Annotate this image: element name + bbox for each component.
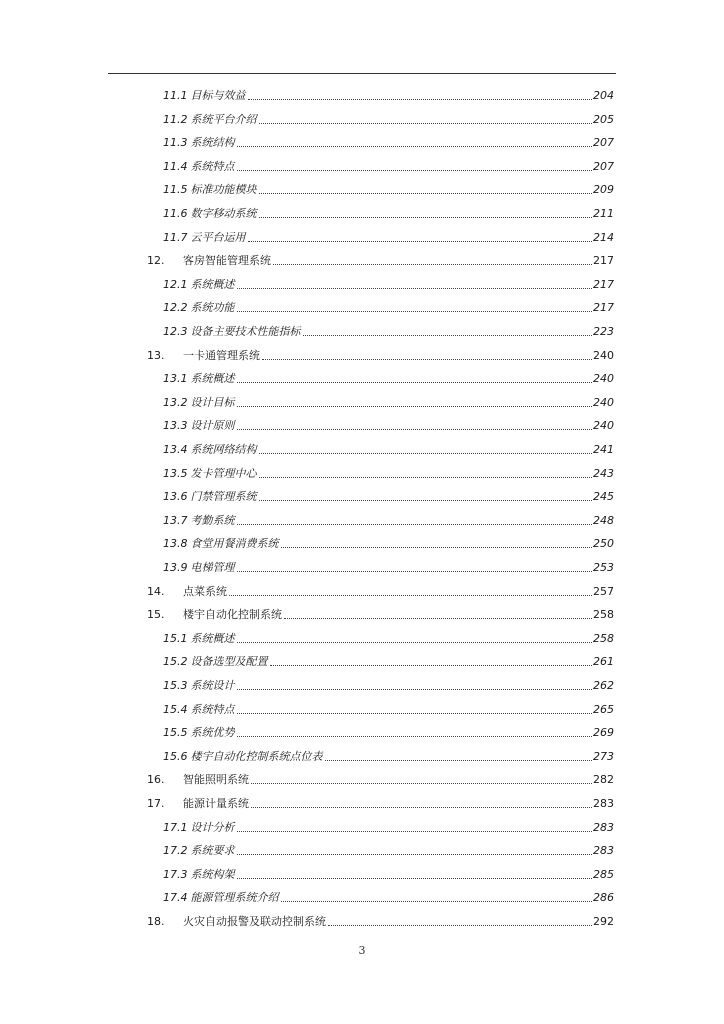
- toc-entry-line: [147, 915, 614, 929]
- toc-entry-number: 13.3: [163, 419, 188, 433]
- toc-entry-title: 客房智能管理系统: [183, 254, 271, 268]
- toc-entry-title: 火灾自动报警及联动控制系统: [183, 915, 326, 928]
- toc-leader-dots: [259, 123, 593, 124]
- toc-entry-number: 17.3: [163, 867, 188, 881]
- toc-entry-title: 系统要求: [190, 844, 235, 858]
- toc-chapter-entry[interactable]: [0, 579, 724, 599]
- toc-entry-title: 设计目标: [190, 395, 235, 409]
- toc-entry-title: 系统特点: [190, 702, 235, 716]
- toc-section-entry[interactable]: [0, 201, 724, 221]
- toc-section-entry[interactable]: [0, 649, 724, 669]
- toc-leader-dots: [237, 689, 593, 690]
- toc-entry-line: [163, 183, 614, 197]
- toc-leader-dots: [237, 170, 593, 171]
- toc-section-entry[interactable]: [0, 390, 724, 410]
- toc-entry-number: 17.4: [163, 891, 188, 905]
- toc-entry-number: 13.4: [163, 443, 188, 456]
- toc-entry-number: 11.3: [163, 136, 188, 150]
- toc-section-entry[interactable]: [0, 413, 724, 433]
- toc-section-entry[interactable]: [0, 461, 724, 481]
- toc-entry-line: [163, 632, 614, 646]
- toc-section-entry[interactable]: [0, 720, 724, 740]
- toc-leader-dots: [259, 217, 593, 218]
- toc-entry-number: 16.: [147, 773, 165, 787]
- toc-section-entry[interactable]: [0, 885, 724, 905]
- toc-entry-line: [147, 349, 614, 363]
- toc-entry-line: [163, 561, 614, 575]
- toc-leader-dots: [248, 99, 593, 100]
- toc-entry-title: 门禁管理系统: [190, 490, 257, 504]
- toc-entry-page: 285: [593, 867, 614, 881]
- toc-entry-line: [147, 773, 614, 787]
- toc-section-entry[interactable]: [0, 107, 724, 127]
- toc-entry-page: 241: [593, 443, 614, 456]
- toc-leader-dots: [284, 618, 592, 619]
- toc-section-entry[interactable]: [0, 697, 724, 717]
- toc-entry-title: 目标与效益: [190, 89, 246, 102]
- toc-entry-page: 211: [593, 207, 614, 220]
- toc-entry-line: [147, 608, 614, 622]
- toc-chapter-entry[interactable]: [0, 602, 724, 622]
- toc-entry-number: 15.1: [163, 631, 188, 645]
- toc-leader-dots: [273, 264, 592, 265]
- toc-entry-line: [163, 655, 614, 669]
- toc-chapter-entry[interactable]: [0, 248, 724, 268]
- toc-entry-number: 15.2: [163, 655, 188, 669]
- toc-chapter-entry[interactable]: [0, 791, 724, 811]
- toc-entry-number: 13.: [147, 348, 165, 362]
- toc-entry-page: 205: [593, 112, 614, 126]
- toc-leader-dots: [281, 547, 593, 548]
- toc-leader-dots: [237, 406, 593, 407]
- toc-section-entry[interactable]: [0, 531, 724, 551]
- toc-section-entry[interactable]: [0, 295, 724, 315]
- toc-entry-number: 13.1: [163, 372, 188, 386]
- toc-entry-number: 13.7: [163, 513, 188, 527]
- toc-entry-page: 209: [593, 183, 614, 197]
- toc-entry-line: [163, 868, 614, 882]
- toc-entry-number: 15.3: [163, 679, 188, 692]
- toc-entry-page: 207: [593, 159, 614, 173]
- toc-entry-page: 248: [593, 513, 614, 527]
- toc-entry-page: 269: [593, 726, 614, 740]
- toc-entry-line: [163, 301, 614, 315]
- toc-section-entry[interactable]: [0, 225, 724, 245]
- toc-entry-title: 考勤系统: [190, 513, 235, 527]
- toc-entry-title: 设备选型及配置: [190, 655, 268, 669]
- toc-leader-dots: [237, 831, 593, 832]
- toc-entry-line: [163, 891, 614, 905]
- toc-entry-title: 系统特点: [190, 159, 235, 173]
- toc-leader-dots: [251, 807, 592, 808]
- toc-entry-page: 283: [593, 820, 614, 834]
- toc-entry-title: 系统结构: [190, 136, 235, 150]
- toc-leader-dots: [262, 359, 592, 360]
- toc-entry-line: [163, 231, 614, 245]
- toc-entry-line: [163, 537, 614, 551]
- toc-leader-dots: [237, 571, 593, 572]
- toc-entry-number: 12.3: [163, 325, 188, 338]
- toc-entry-line: [163, 679, 614, 693]
- toc-entry-title: 系统概述: [190, 631, 235, 645]
- toc-entry-line: [163, 396, 614, 410]
- toc-chapter-entry[interactable]: [0, 343, 724, 363]
- toc-entry-page: 223: [593, 325, 614, 338]
- toc-entry-number: 13.9: [163, 561, 188, 574]
- toc-entry-page: 240: [593, 348, 614, 362]
- toc-entry-title: 智能照明系统: [183, 773, 249, 787]
- toc-entry-title: 云平台运用: [190, 230, 246, 244]
- toc-entry-number: 13.5: [163, 466, 188, 480]
- toc-section-entry[interactable]: [0, 555, 724, 575]
- toc-entry-page: 217: [593, 301, 614, 315]
- toc-entry-number: 11.4: [163, 159, 188, 173]
- toc-entry-line: [163, 514, 614, 528]
- toc-entry-line: [163, 750, 614, 764]
- toc-entry-page: 282: [593, 773, 614, 787]
- toc-leader-dots: [237, 713, 593, 714]
- toc-entry-page: 257: [593, 584, 614, 598]
- toc-entry-line: [163, 136, 614, 150]
- toc-entry-page: 214: [593, 230, 614, 244]
- toc-entry-title: 系统网络结构: [190, 443, 257, 456]
- toc-leader-dots: [325, 760, 593, 761]
- toc-entry-title: 系统设计: [190, 679, 235, 692]
- toc-leader-dots: [237, 736, 593, 737]
- toc-section-entry[interactable]: [0, 484, 724, 504]
- toc-entry-line: [163, 89, 614, 103]
- toc-entry-title: 数字移动系统: [190, 207, 257, 220]
- toc-entry-number: 11.6: [163, 207, 188, 220]
- toc-entry-title: 标准功能模块: [190, 183, 257, 197]
- toc-entry-title: 设备主要技术性能指标: [190, 325, 301, 338]
- toc-entry-title: 发卡管理中心: [190, 466, 257, 480]
- toc-entry-number: 17.2: [163, 844, 188, 858]
- toc-entry-page: 292: [593, 915, 614, 928]
- page-number: 3: [358, 944, 366, 957]
- toc-entry-line: [163, 821, 614, 835]
- header-rule: [108, 73, 616, 74]
- toc-entry-line: [163, 443, 614, 457]
- toc-entry-page: 240: [593, 395, 614, 409]
- toc-section-entry[interactable]: [0, 177, 724, 197]
- toc-entry-number: 17.: [147, 797, 165, 810]
- toc-section-entry[interactable]: [0, 862, 724, 882]
- toc-entry-line: [163, 372, 614, 386]
- toc-entry-number: 13.6: [163, 490, 188, 504]
- toc-entry-page: 217: [593, 277, 614, 291]
- toc-entry-title: 系统概述: [190, 277, 235, 291]
- toc-section-entry[interactable]: [0, 815, 724, 835]
- toc-entry-line: [163, 419, 614, 433]
- toc-entry-page: 243: [593, 466, 614, 480]
- toc-entry-number: 15.5: [163, 726, 188, 740]
- toc-entry-title: 能源计量系统: [183, 797, 249, 810]
- toc-entry-line: [163, 726, 614, 740]
- toc-entry-number: 11.5: [163, 183, 188, 197]
- toc-entry-title: 一卡通管理系统: [183, 348, 260, 362]
- toc-entry-number: 11.1: [163, 89, 188, 102]
- toc-entry-line: [163, 160, 614, 174]
- toc-leader-dots: [237, 642, 593, 643]
- toc-leader-dots: [259, 453, 593, 454]
- toc-entry-line: [147, 254, 614, 268]
- toc-entry-page: 286: [593, 891, 614, 905]
- toc-leader-dots: [303, 335, 593, 336]
- toc-leader-dots: [237, 854, 593, 855]
- toc-section-entry[interactable]: [0, 130, 724, 150]
- toc-entry-page: 217: [593, 254, 614, 268]
- toc-entry-page: 253: [593, 561, 614, 574]
- toc-section-entry[interactable]: [0, 319, 724, 339]
- toc-section-entry[interactable]: [0, 272, 724, 292]
- toc-leader-dots: [248, 241, 593, 242]
- toc-leader-dots: [328, 925, 592, 926]
- toc-section-entry[interactable]: [0, 508, 724, 528]
- toc-entry-page: 258: [593, 608, 614, 622]
- toc-entry-title: 食堂用餐消费系统: [190, 537, 279, 551]
- toc-chapter-entry[interactable]: [0, 909, 724, 929]
- toc-entry-number: 15.4: [163, 702, 188, 716]
- toc-entry-title: 楼宇自动化控制系统: [183, 608, 282, 622]
- toc-entry-page: 273: [593, 749, 614, 763]
- toc-section-entry[interactable]: [0, 154, 724, 174]
- toc-leader-dots: [237, 524, 593, 525]
- toc-entry-line: [163, 844, 614, 858]
- toc-section-entry[interactable]: [0, 673, 724, 693]
- toc-entry-number: 12.2: [163, 301, 188, 315]
- toc-leader-dots: [237, 429, 593, 430]
- toc-entry-line: [147, 797, 614, 811]
- toc-entry-number: 15.: [147, 608, 165, 622]
- toc-entry-number: 17.1: [163, 820, 188, 834]
- toc-entry-title: 点菜系统: [183, 584, 227, 598]
- toc-entry-number: 18.: [147, 915, 165, 928]
- toc-leader-dots: [281, 901, 593, 902]
- toc-leader-dots: [237, 288, 593, 289]
- toc-entry-line: [163, 325, 614, 339]
- toc-entry-number: 11.2: [163, 112, 188, 126]
- toc-leader-dots: [237, 146, 593, 147]
- toc-entry-number: 15.6: [163, 749, 188, 763]
- toc-leader-dots: [259, 477, 593, 478]
- toc-entry-line: [163, 467, 614, 481]
- toc-section-entry[interactable]: [0, 626, 724, 646]
- toc-entry-page: 262: [593, 679, 614, 692]
- toc-entry-line: [163, 113, 614, 127]
- toc-entry-title: 系统功能: [190, 301, 235, 315]
- toc-entry-page: 204: [593, 89, 614, 102]
- toc-entry-title: 系统优势: [190, 726, 235, 740]
- toc-entry-title: 楼宇自动化控制系统点位表: [190, 749, 323, 763]
- toc-entry-page: 250: [593, 537, 614, 551]
- toc-chapter-entry[interactable]: [0, 767, 724, 787]
- toc-section-entry[interactable]: [0, 744, 724, 764]
- toc-entry-line: [163, 490, 614, 504]
- toc-section-entry[interactable]: [0, 838, 724, 858]
- toc-leader-dots: [251, 783, 592, 784]
- toc-leader-dots: [259, 500, 593, 501]
- toc-entry-line: [147, 585, 614, 599]
- toc-entry-page: 240: [593, 419, 614, 433]
- toc-entry-line: [163, 703, 614, 717]
- toc-entry-line: [163, 207, 614, 221]
- toc-leader-dots: [237, 878, 593, 879]
- toc-entry-number: 11.7: [163, 230, 188, 244]
- toc-entry-number: 12.: [147, 254, 165, 268]
- toc-entry-title: 设计分析: [190, 820, 235, 834]
- toc-entry-number: 12.1: [163, 277, 188, 291]
- toc-entry-page: 265: [593, 702, 614, 716]
- toc-entry-line: [163, 278, 614, 292]
- toc-entry-page: 258: [593, 631, 614, 645]
- toc-section-entry[interactable]: [0, 83, 724, 103]
- toc-leader-dots: [237, 311, 593, 312]
- toc-entry-page: 245: [593, 490, 614, 504]
- toc-leader-dots: [237, 382, 593, 383]
- toc-entry-page: 261: [593, 655, 614, 669]
- toc-entry-title: 系统构架: [190, 867, 235, 881]
- toc-entry-title: 系统概述: [190, 372, 235, 386]
- toc-entry-title: 电梯管理: [190, 561, 235, 574]
- toc-entry-page: 207: [593, 136, 614, 150]
- toc-section-entry[interactable]: [0, 437, 724, 457]
- toc-entry-page: 283: [593, 844, 614, 858]
- toc-entry-title: 设计原则: [190, 419, 235, 433]
- toc-entry-page: 240: [593, 372, 614, 386]
- toc-entry-title: 系统平台介绍: [190, 112, 257, 126]
- toc-leader-dots: [259, 193, 593, 194]
- toc-entry-number: 13.8: [163, 537, 188, 551]
- toc-entry-number: 13.2: [163, 395, 188, 409]
- toc-entry-page: 283: [593, 797, 614, 810]
- toc-entry-title: 能源管理系统介绍: [190, 891, 279, 905]
- toc-leader-dots: [229, 595, 592, 596]
- toc-entry-number: 14.: [147, 584, 165, 598]
- toc-leader-dots: [270, 665, 593, 666]
- toc-section-entry[interactable]: [0, 366, 724, 386]
